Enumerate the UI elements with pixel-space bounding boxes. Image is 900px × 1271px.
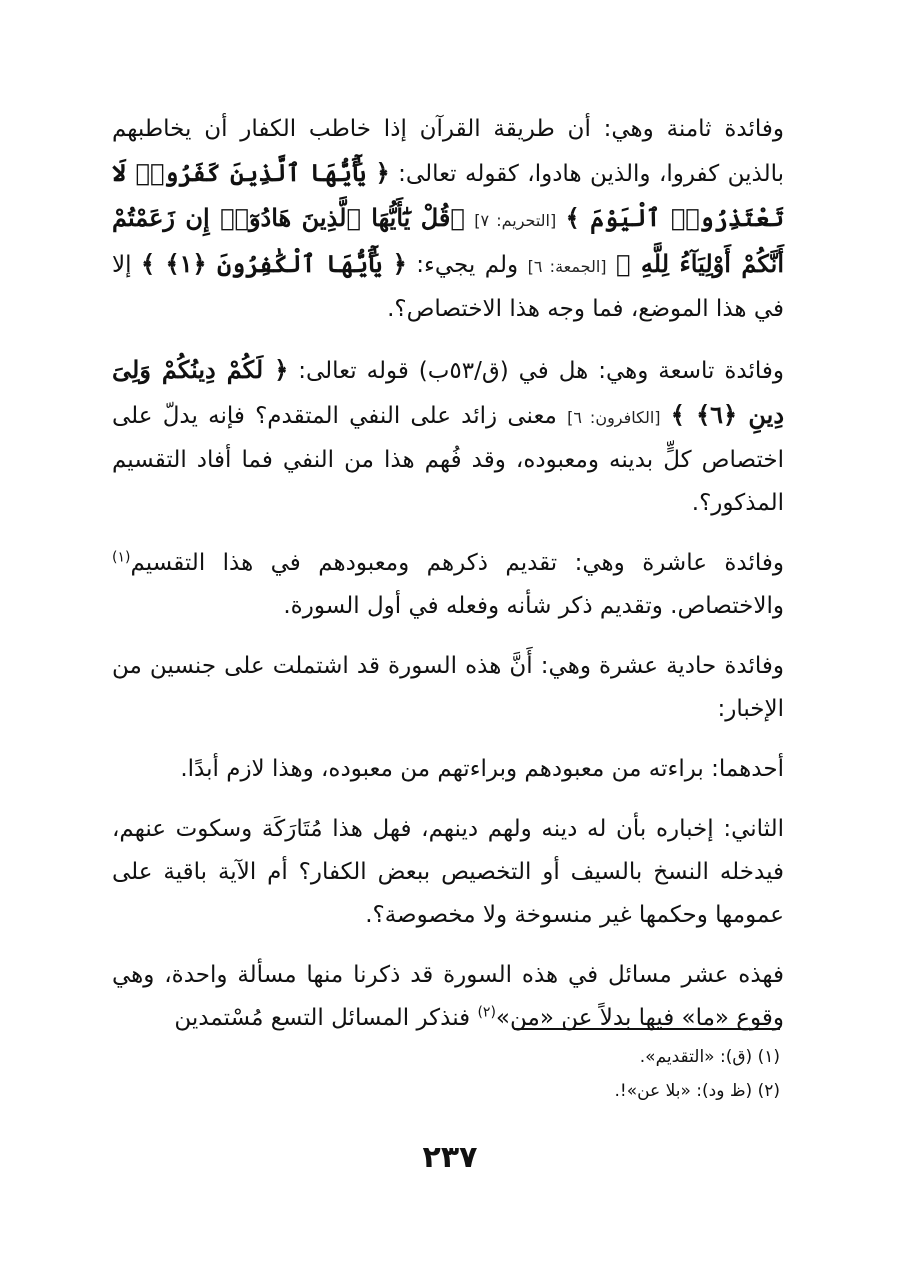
body-text [607,252,616,278]
body-text: فنذكر المسائل التسع مُسْتمدين [174,1005,478,1031]
body-text: الثاني: إخباره بأن له دينه ولهم دينهم، فهل هذا مُتَارَكَة وسكوت عنهم، فيدخله النسخ بالسيف أو التخصيص ببعض الكفار؟ أم الآية باقية على عمومها وحكمها غير منسوخة ولا مخصوصة؟. [112,816,784,928]
paragraph-benefit-8 [112,108,784,331]
paragraph-first-type [112,748,784,791]
body-text [556,206,565,232]
paragraph-benefit-11 [112,645,784,731]
verse-reference: [الكافرون: ٦] [567,408,661,427]
verse-reference: [التحريم: ٧] [474,211,557,230]
paragraph-second-type [112,808,784,937]
quran-verse: ﴿ يَٰٓأَيُّهَا ٱلْكَٰفِرُونَ ﴿١﴾ ﴾ [140,249,407,278]
footnote-marker: (٢) [477,1004,496,1021]
quran-verse: ﴿ لَكُمْ دِينُكُمْ وَلِىَ دِينِ ﴿٦﴾ ﴾ [112,355,785,429]
page-body [112,108,784,1057]
quran-verse: ﴿ يَٰٓأَيُّهَا ٱلَّذِينَ كَفَرُوا۟ لَا تَعْتَذِرُوا۟ ٱلْيَوْمَ ﴾ [112,158,785,232]
body-text: وفائدة تاسعة وهي: هل في (ق/٥٣ب) قوله تعالى: [288,358,784,384]
body-text [465,206,474,232]
paragraph-benefit-10 [112,542,784,628]
footnote-marker: (١) [112,549,131,566]
body-text: ولم يجيء: [406,252,528,278]
body-text: فهذه عشر مسائل في هذه السورة قد ذكرنا منها مسألة واحدة، وهي وقوع «ما» فيها بدلاً عن «من» [112,962,784,1031]
footnotes [112,1040,780,1108]
body-text: إلا في هذا الموضع، فما وجه هذا الاختصاص؟. [112,252,784,322]
body-text: وفائدة ثامنة وهي: أن طريقة القرآن إذا خاطب الكفار أن يخاطبهم بالذين كفروا، والذين هادوا، كقوله تعالى: [112,116,784,187]
footnote-separator [514,1028,780,1030]
body-text: معنى زائد على النفي المتقدم؟ فإنه يدلّ على اختصاص كلٍّ بدينه ومعبوده، وقد فُهم هذا من النفي فما أفاد التقسيم المذكور؟. [112,403,784,516]
verse-reference: [الجمعة: ٦] [527,257,607,276]
body-text: وفائدة حادية عشرة وهي: أَنَّ هذه السورة قد اشتملت على جنسين من الإخبار: [112,653,784,722]
paragraph-benefit-9 [112,348,784,525]
page-number: ٢٣٧ [422,1140,478,1175]
footnote-2: (٢) (ظ ود): «بلا عن»!. [614,1081,780,1101]
body-text: أحدهما: براءته من معبودهم وبراءتهم من معبوده، وهذا لازم أبدًا. [180,756,784,782]
body-text: وفائدة عاشرة وهي: تقديم ذكرهم ومعبودهم في هذا التقسيم [130,550,784,576]
body-text [661,403,671,429]
footnote-1: (١) (ق): «التقديم». [639,1047,780,1067]
body-text: والاختصاص. وتقديم ذكر شأنه وفعله في أول السورة. [283,593,784,619]
quran-verse: ﴿قُلْ يَٰٓأَيُّهَا ٱلَّذِينَ هَادُوٓا۟ إِن زَعَمْتُمْ أَنَّكُمْ أَوْلِيَآءُ لِلَّهِ ﴾ [112,203,785,278]
